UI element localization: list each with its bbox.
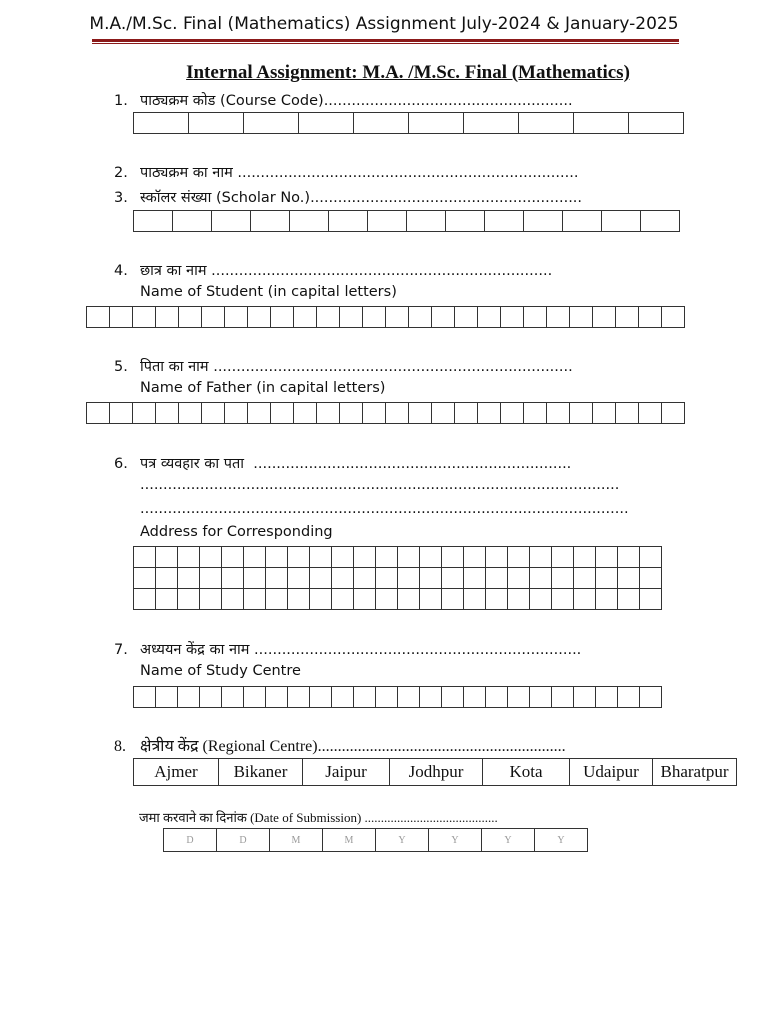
entry-box[interactable] xyxy=(134,113,189,134)
entry-box[interactable] xyxy=(317,307,340,328)
entry-box[interactable] xyxy=(398,547,420,568)
entry-box[interactable] xyxy=(574,113,629,134)
entry-box[interactable] xyxy=(519,113,574,134)
entry-box[interactable] xyxy=(363,307,386,328)
entry-box[interactable] xyxy=(156,547,178,568)
date-cell-month[interactable]: M xyxy=(270,829,323,852)
entry-box[interactable] xyxy=(552,589,574,610)
region-option-bikaner[interactable]: Bikaner xyxy=(219,759,303,786)
entry-box[interactable] xyxy=(200,547,222,568)
field-label: पाठ्यक्रम का नाम xyxy=(140,165,233,181)
entry-box[interactable] xyxy=(133,403,156,424)
fill-line[interactable]: .............................................................. xyxy=(317,738,566,755)
entry-box[interactable] xyxy=(407,211,446,232)
entry-box[interactable] xyxy=(156,687,178,708)
entry-box[interactable] xyxy=(156,403,179,424)
date-cell-year[interactable]: Y xyxy=(535,829,588,852)
entry-box[interactable] xyxy=(244,568,266,589)
submission-date-label xyxy=(139,808,498,826)
region-option-udaipur[interactable]: Udaipur xyxy=(570,759,653,786)
entry-box[interactable] xyxy=(376,687,398,708)
field-label: क्षेत्रीय केंद्र (Regional Centre) xyxy=(140,738,318,755)
entry-box[interactable] xyxy=(310,589,332,610)
entry-box[interactable] xyxy=(640,687,662,708)
entry-box[interactable] xyxy=(618,547,640,568)
entry-box[interactable] xyxy=(134,687,156,708)
field-number: 8. xyxy=(114,738,126,755)
entry-box[interactable] xyxy=(386,403,409,424)
entry-box[interactable] xyxy=(332,568,354,589)
entry-box[interactable] xyxy=(641,211,680,232)
entry-box[interactable] xyxy=(640,568,662,589)
scholar-no-label xyxy=(114,187,582,207)
entry-box[interactable] xyxy=(524,307,547,328)
entry-box[interactable] xyxy=(596,547,618,568)
entry-box[interactable] xyxy=(202,307,225,328)
entry-box[interactable] xyxy=(442,687,464,708)
entry-box[interactable] xyxy=(574,547,596,568)
entry-box[interactable] xyxy=(178,568,200,589)
entry-box[interactable] xyxy=(478,307,501,328)
region-option-ajmer[interactable]: Ajmer xyxy=(134,759,219,786)
entry-box[interactable] xyxy=(156,568,178,589)
fill-line[interactable]: .......................................................................... xyxy=(211,263,553,279)
entry-box[interactable] xyxy=(596,568,618,589)
entry-box[interactable] xyxy=(354,589,376,610)
field-label: पाठ्यक्रम कोड (Course Code) xyxy=(140,93,324,109)
region-option-jaipur[interactable]: Jaipur xyxy=(303,759,390,786)
entry-box[interactable] xyxy=(87,307,110,328)
entry-box[interactable] xyxy=(442,547,464,568)
student-name-boxes[interactable] xyxy=(86,306,685,328)
entry-box[interactable] xyxy=(464,113,519,134)
entry-box[interactable] xyxy=(409,113,464,134)
study-centre-boxes[interactable] xyxy=(133,686,662,708)
entry-box[interactable] xyxy=(486,547,508,568)
entry-box[interactable] xyxy=(299,113,354,134)
address-boxes[interactable] xyxy=(133,546,662,610)
field-label: अध्ययन केंद्र का नाम xyxy=(140,642,250,658)
field-number: 6. xyxy=(114,456,128,472)
entry-box[interactable] xyxy=(290,211,329,232)
entry-box[interactable] xyxy=(508,568,530,589)
entry-box[interactable] xyxy=(464,568,486,589)
entry-box[interactable] xyxy=(574,589,596,610)
entry-box[interactable] xyxy=(508,547,530,568)
entry-box[interactable] xyxy=(639,307,662,328)
field-number: 1. xyxy=(114,93,128,109)
regional-centre-options xyxy=(133,758,737,786)
entry-box[interactable] xyxy=(602,211,641,232)
entry-box[interactable] xyxy=(178,547,200,568)
entry-box[interactable] xyxy=(332,589,354,610)
entry-box[interactable] xyxy=(173,211,212,232)
entry-box[interactable] xyxy=(486,568,508,589)
entry-box[interactable] xyxy=(266,687,288,708)
entry-box[interactable] xyxy=(618,568,640,589)
father-name-label xyxy=(114,356,573,376)
fill-line[interactable]: ...................................................... xyxy=(323,93,573,109)
entry-box[interactable] xyxy=(244,687,266,708)
entry-box[interactable] xyxy=(376,589,398,610)
student-name-label xyxy=(114,260,552,280)
course-code-boxes[interactable] xyxy=(133,112,684,134)
entry-box[interactable] xyxy=(501,307,524,328)
entry-box[interactable] xyxy=(244,113,299,134)
course-name-label xyxy=(114,162,578,182)
entry-box[interactable] xyxy=(110,307,133,328)
entry-box[interactable] xyxy=(294,307,317,328)
entry-box[interactable] xyxy=(310,568,332,589)
entry-box[interactable] xyxy=(420,568,442,589)
entry-box[interactable] xyxy=(156,589,178,610)
field-label: स्कॉलर संख्या (Scholar No.) xyxy=(140,190,311,206)
entry-box[interactable] xyxy=(376,547,398,568)
entry-box[interactable] xyxy=(486,687,508,708)
entry-box[interactable] xyxy=(570,307,593,328)
entry-box[interactable] xyxy=(552,547,574,568)
address-sublabel: Address for Corresponding xyxy=(140,524,333,540)
entry-box[interactable] xyxy=(354,687,376,708)
entry-box[interactable] xyxy=(222,687,244,708)
entry-box[interactable] xyxy=(225,307,248,328)
entry-box[interactable] xyxy=(524,403,547,424)
entry-box[interactable] xyxy=(442,568,464,589)
entry-box[interactable] xyxy=(455,307,478,328)
entry-box[interactable] xyxy=(179,307,202,328)
entry-box[interactable] xyxy=(501,403,524,424)
field-label: पत्र व्यवहार का पता xyxy=(140,456,245,472)
entry-box[interactable] xyxy=(478,403,501,424)
entry-box[interactable] xyxy=(618,589,640,610)
entry-box[interactable] xyxy=(288,589,310,610)
entry-box[interactable] xyxy=(376,568,398,589)
entry-box[interactable] xyxy=(570,403,593,424)
entry-box[interactable] xyxy=(508,589,530,610)
entry-box[interactable] xyxy=(639,403,662,424)
entry-box[interactable] xyxy=(574,687,596,708)
entry-box[interactable] xyxy=(618,687,640,708)
entry-box[interactable] xyxy=(332,687,354,708)
entry-box[interactable] xyxy=(409,307,432,328)
entry-box[interactable] xyxy=(563,211,602,232)
entry-box[interactable] xyxy=(87,403,110,424)
entry-box[interactable] xyxy=(629,113,684,134)
entry-box[interactable] xyxy=(134,589,156,610)
fill-line[interactable]: ....................................................................... xyxy=(254,642,582,658)
entry-box[interactable] xyxy=(288,687,310,708)
entry-box[interactable] xyxy=(547,307,570,328)
entry-box[interactable] xyxy=(251,211,290,232)
entry-box[interactable] xyxy=(222,568,244,589)
entry-box[interactable] xyxy=(200,568,222,589)
entry-box[interactable] xyxy=(552,687,574,708)
region-option-bharatpur[interactable]: Bharatpur xyxy=(653,759,737,786)
field-label: छात्र का नाम xyxy=(140,263,207,279)
study-centre-sublabel: Name of Study Centre xyxy=(140,663,301,679)
father-name-sublabel: Name of Father (in capital letters) xyxy=(140,380,386,396)
date-cell-year[interactable]: Y xyxy=(482,829,535,852)
entry-box[interactable] xyxy=(340,307,363,328)
entry-box[interactable] xyxy=(368,211,407,232)
entry-box[interactable] xyxy=(432,307,455,328)
entry-box[interactable] xyxy=(552,568,574,589)
region-option-jodhpur[interactable]: Jodhpur xyxy=(390,759,483,786)
entry-box[interactable] xyxy=(288,547,310,568)
entry-box[interactable] xyxy=(662,307,685,328)
entry-box[interactable] xyxy=(354,113,409,134)
entry-box[interactable] xyxy=(354,568,376,589)
entry-box[interactable] xyxy=(200,687,222,708)
entry-box[interactable] xyxy=(596,589,618,610)
entry-box[interactable] xyxy=(398,589,420,610)
entry-box[interactable] xyxy=(616,307,639,328)
entry-box[interactable] xyxy=(110,403,133,424)
header-rule xyxy=(92,39,679,42)
father-name-boxes[interactable] xyxy=(86,402,685,424)
entry-box[interactable] xyxy=(530,687,552,708)
entry-box[interactable] xyxy=(310,687,332,708)
entry-box[interactable] xyxy=(420,589,442,610)
entry-box[interactable] xyxy=(244,547,266,568)
entry-box[interactable] xyxy=(294,403,317,424)
entry-box[interactable] xyxy=(134,568,156,589)
address-label xyxy=(114,453,571,473)
date-cell-day[interactable]: D xyxy=(217,829,270,852)
entry-box[interactable] xyxy=(420,687,442,708)
entry-box[interactable] xyxy=(189,113,244,134)
entry-box[interactable] xyxy=(271,307,294,328)
field-number: 3. xyxy=(114,190,128,206)
entry-box[interactable] xyxy=(593,403,616,424)
entry-box[interactable] xyxy=(432,403,455,424)
entry-box[interactable] xyxy=(616,403,639,424)
entry-box[interactable] xyxy=(464,687,486,708)
header-rule-thin xyxy=(92,43,679,44)
entry-box[interactable] xyxy=(547,403,570,424)
entry-box[interactable] xyxy=(317,403,340,424)
fill-line[interactable]: ..................................................................... xyxy=(253,456,572,472)
scholar-no-boxes[interactable] xyxy=(133,210,680,232)
entry-box[interactable] xyxy=(446,211,485,232)
entry-box[interactable] xyxy=(530,568,552,589)
entry-box[interactable] xyxy=(332,547,354,568)
date-cell-year[interactable]: Y xyxy=(429,829,482,852)
entry-box[interactable] xyxy=(178,687,200,708)
fill-line[interactable]: .............................................................................. xyxy=(213,359,573,375)
fill-line[interactable]: ........................................................... xyxy=(310,190,583,206)
entry-box[interactable] xyxy=(593,307,616,328)
entry-box[interactable] xyxy=(310,547,332,568)
entry-box[interactable] xyxy=(464,589,486,610)
page-header: M.A./M.Sc. Final (Mathematics) Assignment July-2024 & January-2025 xyxy=(89,14,679,34)
entry-box[interactable] xyxy=(156,307,179,328)
entry-box[interactable] xyxy=(464,547,486,568)
entry-box[interactable] xyxy=(530,589,552,610)
date-cell-year[interactable]: Y xyxy=(376,829,429,852)
date-cell-month[interactable]: M xyxy=(323,829,376,852)
entry-box[interactable] xyxy=(244,589,266,610)
entry-box[interactable] xyxy=(271,403,294,424)
entry-box[interactable] xyxy=(134,211,173,232)
entry-box[interactable] xyxy=(640,547,662,568)
entry-box[interactable] xyxy=(640,589,662,610)
entry-box[interactable] xyxy=(329,211,368,232)
entry-box[interactable] xyxy=(524,211,563,232)
student-name-sublabel: Name of Student (in capital letters) xyxy=(140,284,397,300)
course-code-label xyxy=(114,90,573,110)
entry-box[interactable] xyxy=(266,547,288,568)
entry-box[interactable] xyxy=(179,403,202,424)
entry-box[interactable] xyxy=(442,589,464,610)
field-number: 7. xyxy=(114,642,128,658)
entry-box[interactable] xyxy=(662,403,685,424)
region-option-kota[interactable]: Kota xyxy=(483,759,570,786)
entry-box[interactable] xyxy=(420,547,442,568)
entry-box[interactable] xyxy=(212,211,251,232)
entry-box[interactable] xyxy=(386,307,409,328)
regional-centre-label xyxy=(114,734,566,756)
entry-box[interactable] xyxy=(530,547,552,568)
field-number: 5. xyxy=(114,359,128,375)
entry-box[interactable] xyxy=(222,589,244,610)
entry-box[interactable] xyxy=(363,403,386,424)
entry-box[interactable] xyxy=(225,403,248,424)
submission-date-boxes xyxy=(163,828,588,852)
entry-box[interactable] xyxy=(398,568,420,589)
entry-box[interactable] xyxy=(134,547,156,568)
entry-box[interactable] xyxy=(486,589,508,610)
entry-box[interactable] xyxy=(248,403,271,424)
entry-box[interactable] xyxy=(266,568,288,589)
entry-box[interactable] xyxy=(133,307,156,328)
date-cell-day[interactable]: D xyxy=(164,829,217,852)
field-label: पिता का नाम xyxy=(140,359,209,375)
entry-box[interactable] xyxy=(455,403,478,424)
form-title: Internal Assignment: M.A. /M.Sc. Final (Mathematics) xyxy=(186,62,630,83)
entry-box[interactable] xyxy=(178,589,200,610)
field-number: 2. xyxy=(114,165,128,181)
entry-box[interactable] xyxy=(288,568,310,589)
field-label: जमा करवाने का दिनांक (Date of Submission) xyxy=(139,810,362,825)
entry-box[interactable] xyxy=(354,547,376,568)
field-number: 4. xyxy=(114,263,128,279)
address-line-3[interactable]: .......................................................................................................... xyxy=(140,501,629,517)
entry-box[interactable] xyxy=(596,687,618,708)
entry-box[interactable] xyxy=(574,568,596,589)
entry-box[interactable] xyxy=(409,403,432,424)
study-centre-label xyxy=(114,639,581,659)
entry-box[interactable] xyxy=(508,687,530,708)
entry-box[interactable] xyxy=(266,589,288,610)
address-line-2[interactable]: ........................................................................................................ xyxy=(140,477,620,493)
entry-box[interactable] xyxy=(222,547,244,568)
entry-box[interactable] xyxy=(202,403,225,424)
fill-line[interactable]: .......................................................................... xyxy=(237,165,579,181)
entry-box[interactable] xyxy=(200,589,222,610)
fill-line[interactable]: ......................................... xyxy=(364,810,498,825)
entry-box[interactable] xyxy=(340,403,363,424)
entry-box[interactable] xyxy=(485,211,524,232)
entry-box[interactable] xyxy=(398,687,420,708)
entry-box[interactable] xyxy=(248,307,271,328)
